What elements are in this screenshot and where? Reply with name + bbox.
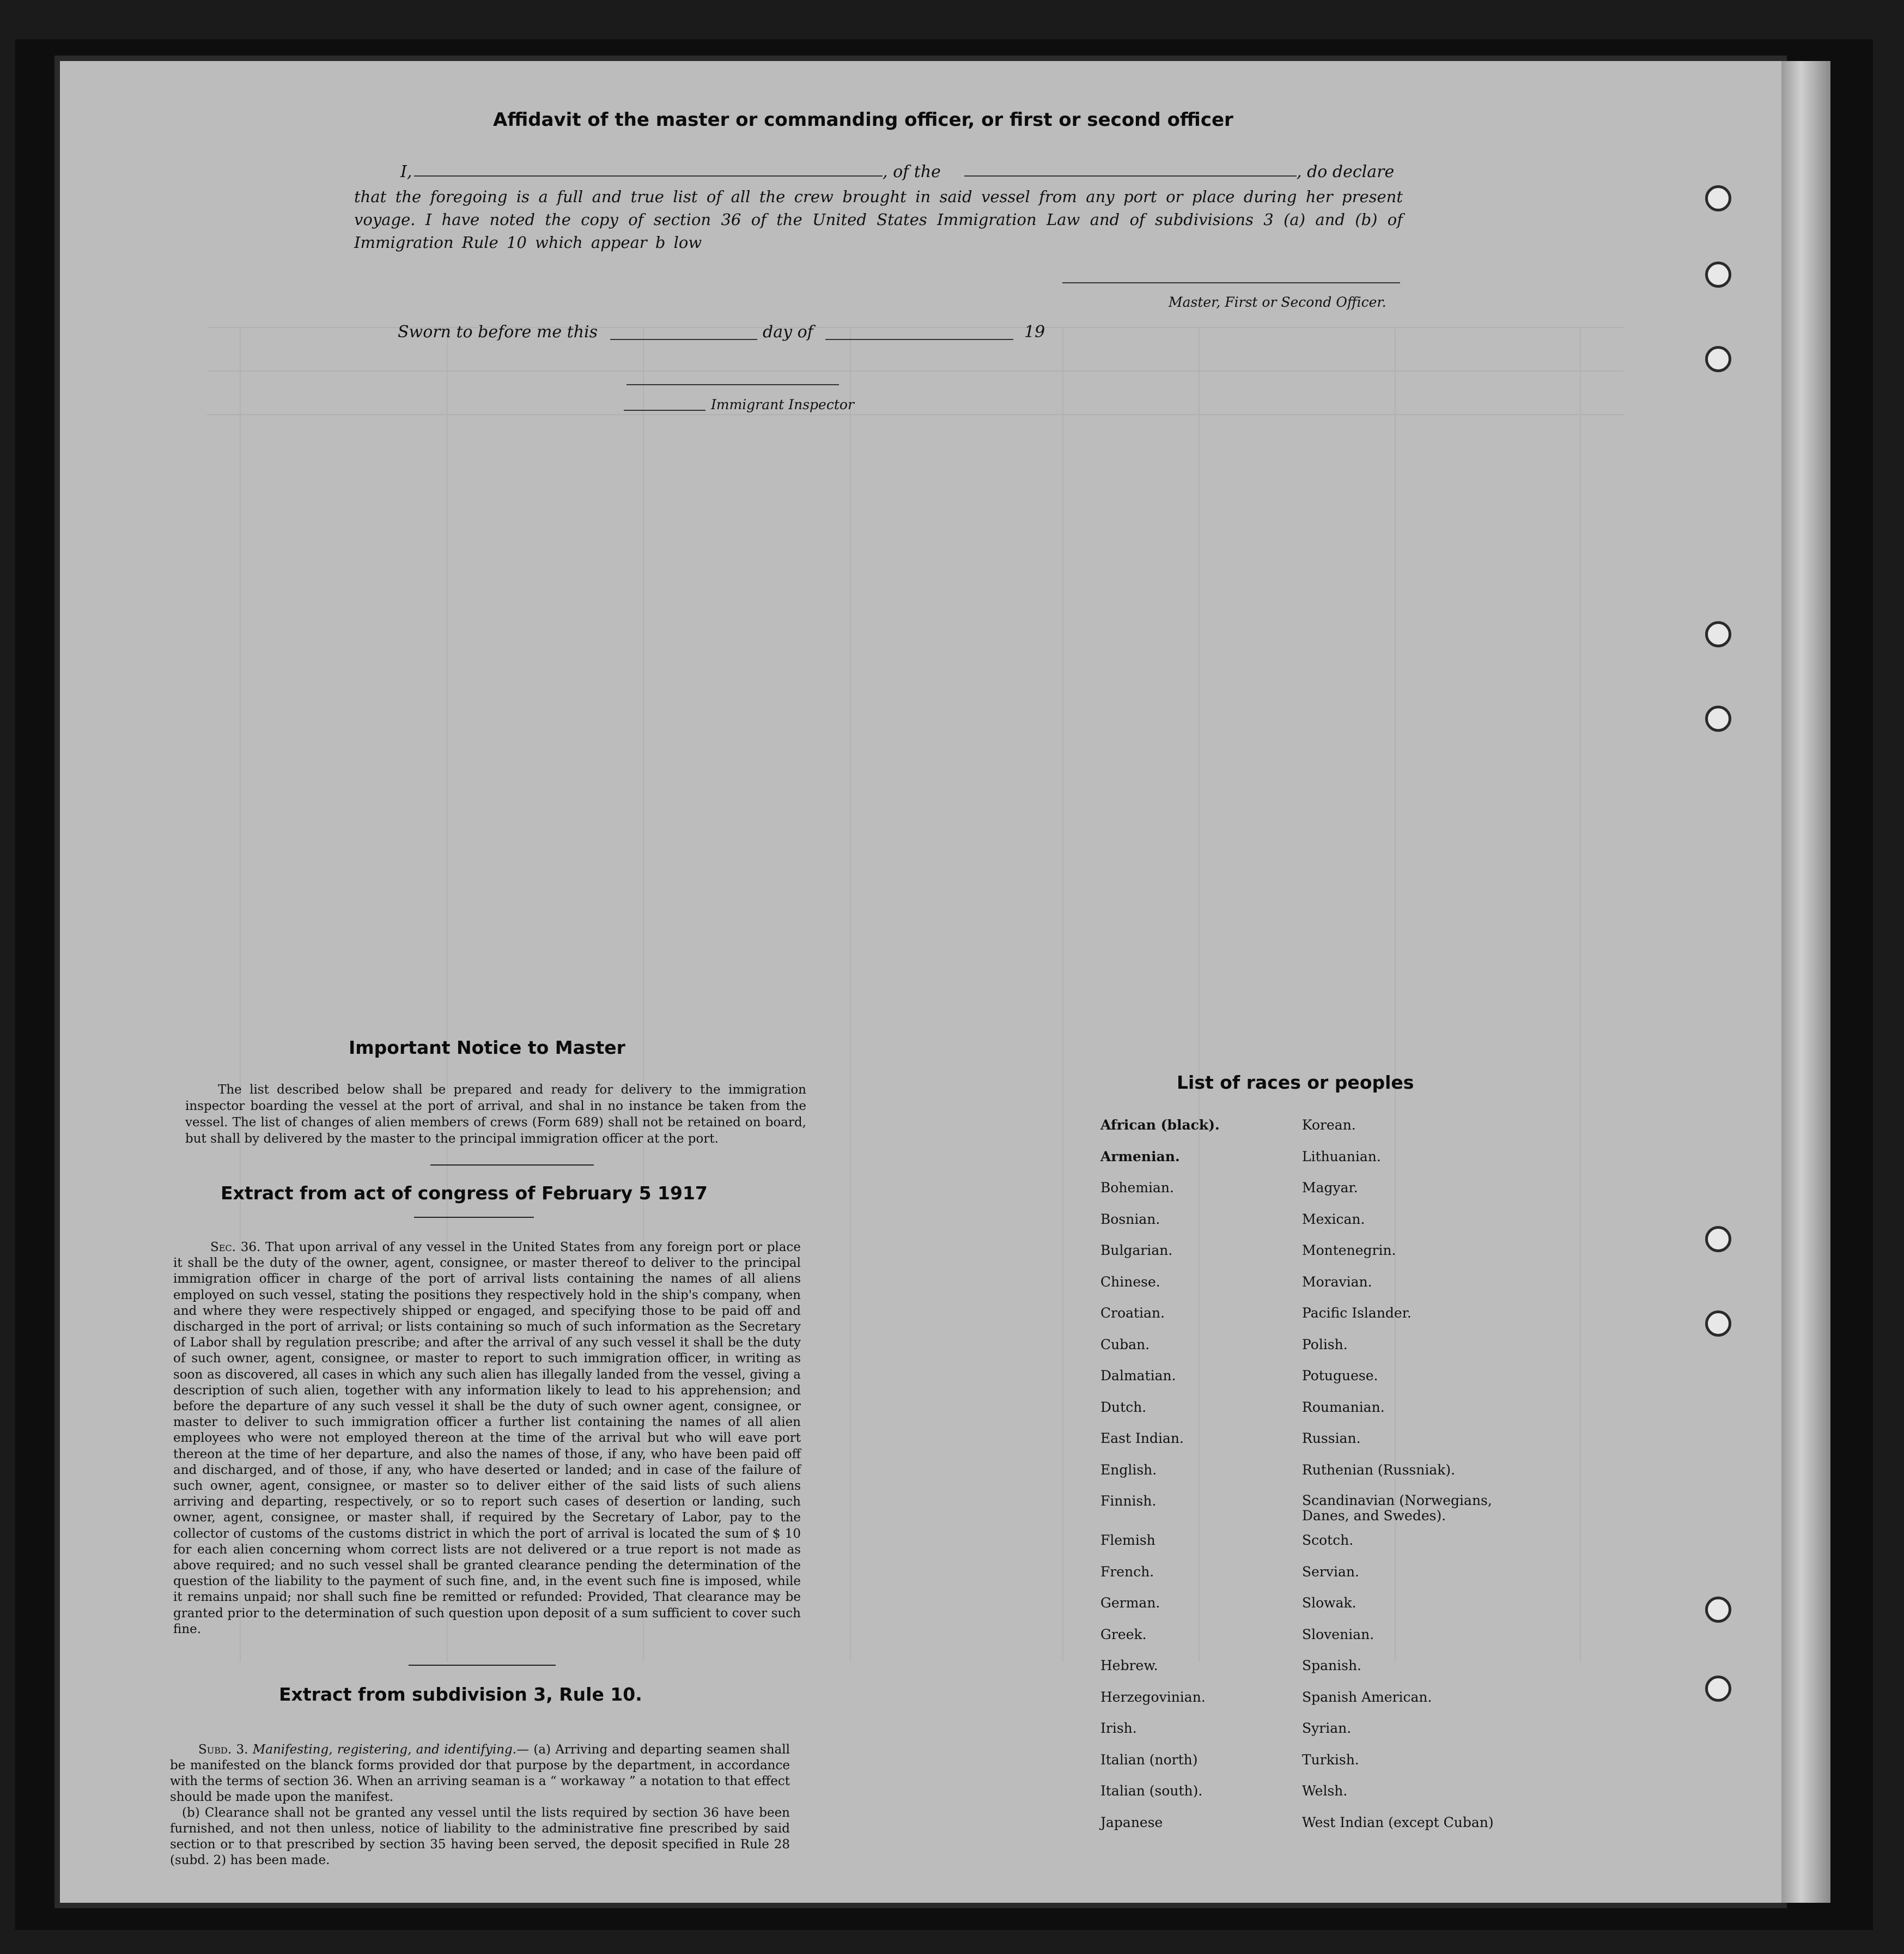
affidavit-body: that the foregoing is a full and true list of all the crew brought in said vessel from any port or place during her present voyage. I have noted the copy of section 36 of the United States Immigration Law and of subdivisions 3 (a) and (b) of Immigration Rule 10 which appear b low: [354, 187, 1403, 252]
divider: [409, 1665, 556, 1666]
inspector-signature-blank-2[interactable]: [624, 410, 705, 411]
races-left-column: [1100, 1117, 1220, 1846]
race-item: West Indian (except Cuban): [1302, 1814, 1494, 1830]
subd-a: [170, 1742, 790, 1805]
race-item: French.: [1100, 1563, 1154, 1580]
affidavit-i-label: I,: [400, 162, 412, 181]
sworn-year: 19: [1024, 323, 1045, 342]
race-item: Russian.: [1302, 1430, 1361, 1446]
race-item: Chinese.: [1100, 1273, 1160, 1290]
notice-title: Important Notice to Master: [349, 1037, 625, 1058]
inspector-signature-blank[interactable]: [626, 384, 839, 385]
sworn-day-of: day of: [763, 323, 813, 342]
race-item: East Indian.: [1100, 1430, 1184, 1446]
race-item: Turkish.: [1302, 1751, 1359, 1768]
section-36-text: That upon arrival of any vessel in the United States from any foreign port or place it shall be the duty of the owner, agent, consignee, or master thereof to deliver to the principal immigration officer in charge of the port of arrival lists containing the names of all aliens employed on such vessel, stating the positions they respectively hold in the ship's company, when and where they were respectively shipped or engaged, and specifying those to be paid off and discharged in the port of arrival; or lists containing so much of such information as the Secretary of Labor shall by regulation prescribe; and after the arrival of any such vessel it shall be the duty of such owner, agent, consignee, or master to report to such immigration officer, in writing as soon as discovered, all cases in which any such alien has illegally landed from the vessel, giving a description of such alien, together with any information likely to lead to his apprehension; and before the departure of any such vessel it shall be the duty of such owner agent, consignee, or master to deliver to such immigration officer a further list containing the names of all alien employees who were not employed thereon at the time of the arrival but who will eave port thereon at the time of her departure, and also the names of those, if any, who have been paid off and discharged, and of those, if any, who have deserted or landed; and in case of the failure of such owner, agent, consignee, or master so to deliver either of the said lists of such aliens arriving and departing, respectively, or so to report such cases of desertion or landing, such owner, agent, consignee, or master shall, if required by the Secretary of Labor, pay to the collector of customs of the customs district in which the port of arrival is located the sum of $ 10 for each alien concerning whom correct lists are not delivered or a true report is not made as above required; and no such vessel shall be granted clearance pending the determination of the question of the liability to the payment of such fine, and, in the event such fine is imposed, while it remains unpaid; nor shall such fine be remitted or refunded: Provided, That clearance may be granted prior to the determination of such question upon deposit of a sum sufficient to cover such fine.: [173, 1240, 801, 1636]
race-item: Potuguese.: [1302, 1368, 1378, 1383]
binder-hole-icon: [1705, 1676, 1731, 1702]
race-item: Dutch.: [1100, 1399, 1147, 1415]
race-item: Irish.: [1100, 1720, 1137, 1736]
race-item: Bohemian.: [1100, 1180, 1174, 1196]
race-item: Bulgarian.: [1100, 1242, 1173, 1258]
inspector-label: Immigrant Inspector: [711, 397, 854, 412]
notice-body: The list described below shall be prepared and ready for delivery to the immigration inspector boarding the vessel at the port of arrival, and shal in no instance be taken from the vessel. The list of changes of alien members of crews (Form 689) shall not be retained on board, but shall by delivered by the master to the principal immigration officer at the port.: [185, 1083, 806, 1146]
binder-hole-icon: [1705, 185, 1731, 211]
affidavit-title: Affidavit of the master or commanding officer, or first or second officer: [493, 109, 1233, 131]
binder-hole-icon: [1705, 346, 1731, 372]
race-item: Scandinavian (Norwegians, Danes, and Swedes).: [1302, 1492, 1492, 1524]
race-item: Slowak.: [1302, 1595, 1356, 1611]
race-item: Hebrew.: [1100, 1658, 1158, 1673]
sworn-day-blank[interactable]: [610, 339, 757, 340]
race-item: Croatian.: [1100, 1305, 1165, 1321]
race-item: Servian.: [1302, 1563, 1359, 1580]
binder-hole-icon: [1705, 706, 1731, 732]
section-label: Sec. 36.: [210, 1240, 261, 1254]
page-edge: [1781, 61, 1830, 1903]
race-item: Montenegrin.: [1302, 1242, 1396, 1258]
extract-act-title: Extract from act of congress of February 5 1917: [221, 1182, 708, 1204]
sworn-month-blank[interactable]: [825, 339, 1013, 340]
affidavit-name-blank[interactable]: [414, 175, 883, 177]
race-item: English.: [1100, 1461, 1157, 1478]
extract-rule-title: Extract from subdivision 3, Rule 10.: [279, 1684, 642, 1705]
race-item: Polish.: [1302, 1336, 1348, 1352]
race-item: Armenian.: [1100, 1148, 1180, 1164]
race-item: Dalmatian.: [1100, 1368, 1176, 1383]
races-title: List of races or peoples: [1177, 1072, 1414, 1093]
subd-label: Subd. 3.: [198, 1743, 248, 1757]
races-right-column: [1302, 1117, 1498, 1846]
binder-hole-icon: [1705, 1597, 1731, 1623]
race-item: Herzegovinian.: [1100, 1689, 1206, 1705]
extract-act-body: [173, 1240, 801, 1637]
race-item: Welsh.: [1302, 1783, 1348, 1799]
race-item: Magyar.: [1302, 1180, 1358, 1196]
sworn-prefix: Sworn to before me this: [398, 323, 598, 342]
race-item: Flemish: [1100, 1532, 1155, 1548]
race-item: Slovenian.: [1302, 1626, 1374, 1642]
race-item: Japanese: [1100, 1814, 1163, 1830]
race-item: Moravian.: [1302, 1273, 1372, 1290]
affidavit-vessel-blank[interactable]: [964, 175, 1297, 177]
race-item: Italian (north): [1100, 1751, 1198, 1768]
race-item: Syrian.: [1302, 1720, 1352, 1736]
race-item: Korean.: [1302, 1117, 1356, 1133]
signature-label: Master, First or Second Officer.: [1169, 294, 1386, 310]
subd-b: (b) Clearance shall not be granted any vessel until the lists required by section 36 have been furnished, and not then unless, notice of liability to the administrative fine prescribed by said section or to that prescribed by section 35 having been served, the deposit specified in Rule 28 (subd. 2) has been made.: [170, 1806, 790, 1867]
race-item: Bosnian.: [1100, 1211, 1160, 1227]
divider: [430, 1164, 594, 1166]
race-item: Pacific Islander.: [1302, 1305, 1412, 1321]
race-item: Mexican.: [1302, 1211, 1365, 1227]
binder-hole-icon: [1705, 621, 1731, 647]
binder-hole-icon: [1705, 1226, 1731, 1252]
race-item: Finnish.: [1100, 1493, 1157, 1509]
race-item: Roumanian.: [1302, 1399, 1385, 1415]
race-item: African (black).: [1100, 1117, 1220, 1133]
race-item: Lithuanian.: [1302, 1148, 1381, 1164]
binder-hole-icon: [1705, 262, 1731, 288]
race-item: Ruthenian (Russniak).: [1302, 1461, 1456, 1478]
divider: [414, 1217, 534, 1218]
race-item: German.: [1100, 1595, 1160, 1611]
affidavit-declare-label: , do declare: [1297, 162, 1395, 181]
race-item: Greek.: [1100, 1626, 1147, 1642]
race-item: Italian (south).: [1100, 1783, 1203, 1799]
binder-hole-icon: [1705, 1310, 1731, 1337]
race-item: Spanish American.: [1302, 1689, 1432, 1705]
affidavit-of-the-label: , of the: [883, 162, 941, 181]
signature-blank[interactable]: [1062, 282, 1400, 283]
subd-heading: Manifesting, registering, and identifying.: [252, 1743, 517, 1757]
subd-a-text: — (a) Arriving and departing seamen shall be manifested on the blanck forms provided dor that purpose by the department, in accordance with the terms of section 36. When an arriving seaman is a “ workaway ” a notation to that effect should be made upon the manifest.: [170, 1743, 790, 1804]
race-item: Scotch.: [1302, 1532, 1354, 1548]
race-item: Spanish.: [1302, 1658, 1362, 1673]
race-item: Cuban.: [1100, 1336, 1150, 1352]
